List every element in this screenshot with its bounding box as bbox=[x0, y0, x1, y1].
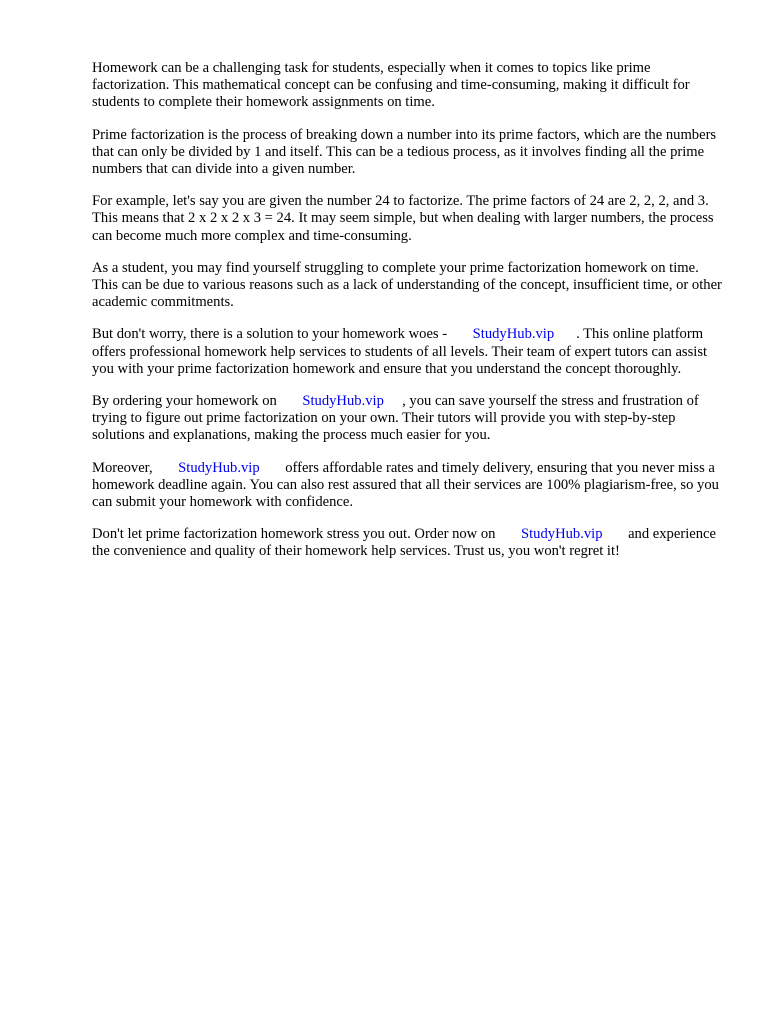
paragraph-solution-text-after: . This online platform offers professional homework help services to students of all levels. Their team of expert tutors can assist you with your prime factorization homework and ensure that you understand the concept thoroughly. bbox=[92, 326, 708, 377]
paragraph-intro: Homework can be a challenging task for students, especially when it comes to topics like prime factorization. This mathematical concept can be confusing and time-consuming, making it difficult for students to complete their homework assignments on time. bbox=[92, 60, 690, 111]
paragraph-ordering bbox=[92, 393, 728, 445]
paragraph-definition: Prime factorization is the process of breaking down a number into its prime factors, which are the numbers that can only be divided by 1 and itself. This can be a tedious process, as it involves finding all the prime numbers that can divide into a given number. bbox=[92, 126, 717, 178]
paragraph-moreover bbox=[92, 460, 728, 512]
document-body bbox=[92, 60, 728, 576]
paragraph-moreover-text-after: offers affordable rates and timely delivery, ensuring that you never miss a homework deadline again. You can also rest assured that all their services are 100% plagiarism-free, so you can submit your homework with confidence. bbox=[92, 459, 719, 511]
paragraph-solution-text-before: But don't worry, there is a solution to your homework woes - bbox=[92, 326, 448, 343]
studyhub-link-4[interactable]: StudyHub.vip bbox=[521, 526, 603, 543]
paragraph-closing-text-before: Don't let prime factorization homework stress you out. Order now on bbox=[92, 526, 496, 543]
studyhub-link-2[interactable]: StudyHub.vip bbox=[302, 393, 384, 410]
studyhub-link-1[interactable]: StudyHub.vip bbox=[472, 326, 555, 343]
paragraph-closing bbox=[92, 526, 728, 560]
paragraph-ordering-text-before: By ordering your homework on bbox=[92, 393, 277, 410]
paragraph-example: For example, let's say you are given the number 24 to factorize. The prime factors of 24 are 2, 2, 2, and 3. This means that 2 x 2 x 2 x 3 = 24. It may seem simple, but when dealing with larger numbers, the process can become much more complex and time-consuming. bbox=[92, 193, 714, 244]
paragraph-moreover-text-before: Moreover, bbox=[92, 459, 153, 476]
paragraph-solution bbox=[92, 326, 728, 378]
studyhub-link-3[interactable]: StudyHub.vip bbox=[178, 459, 260, 476]
paragraph-ordering-text-after: , you can save yourself the stress and frustration of trying to figure out prime factorization on your own. Their tutors will provide you with step-by-step solutions and explanations, making the process much easier for you. bbox=[92, 393, 699, 444]
paragraph-struggle: As a student, you may find yourself struggling to complete your prime factorization homework on time. This can be due to various reasons such as a lack of understanding of the concept, insufficient time, or other academic commitments. bbox=[92, 259, 722, 311]
paragraph-closing-text-after: and experience the convenience and quality of their homework help services. Trust us, you won't regret it! bbox=[92, 526, 716, 560]
